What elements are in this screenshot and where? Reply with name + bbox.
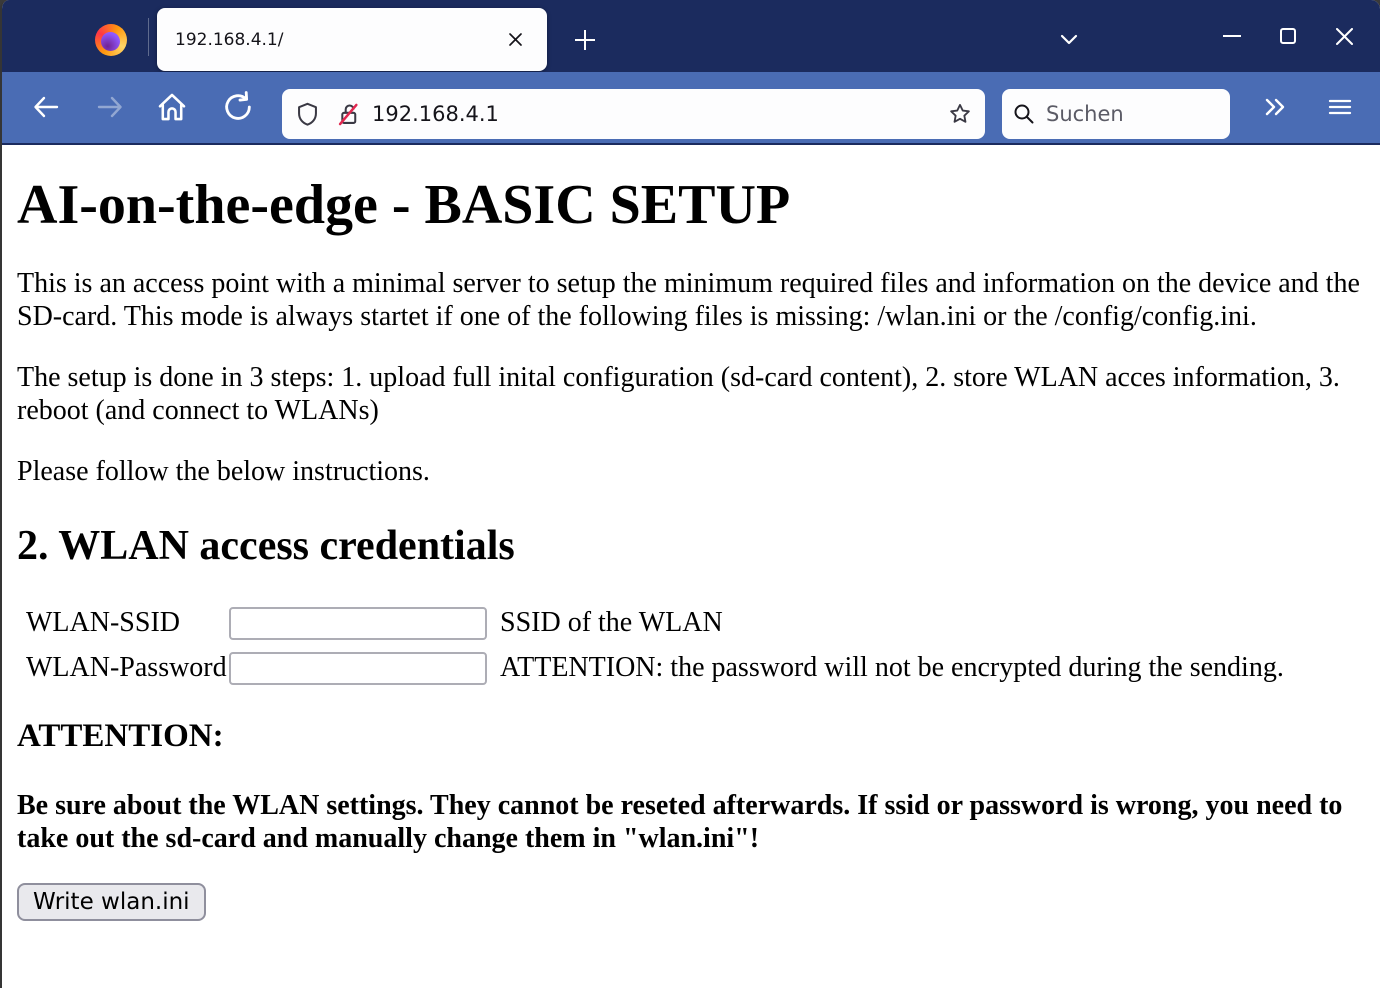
maximize-button[interactable] bbox=[1260, 12, 1316, 60]
bookmark-star-icon[interactable] bbox=[947, 101, 973, 127]
search-bar[interactable] bbox=[1002, 89, 1230, 139]
titlebar bbox=[2, 0, 1380, 72]
back-icon[interactable] bbox=[24, 85, 68, 129]
intro-paragraph: This is an access point with a minimal server to setup the minimum required files and information on the device and the SD-card. This mode is always startet if one of the following files is missing: /wlan.ini or the /config/config.ini. bbox=[17, 268, 1360, 333]
password-input[interactable] bbox=[229, 652, 487, 685]
insecure-lock-icon[interactable] bbox=[335, 101, 362, 128]
wlan-credentials-form bbox=[17, 607, 1365, 685]
menu-hamburger-icon[interactable] bbox=[1318, 85, 1362, 129]
browser-tab[interactable] bbox=[157, 8, 547, 71]
write-wlan-ini-button[interactable]: Write wlan.ini bbox=[17, 883, 206, 921]
navigation-toolbar bbox=[2, 72, 1380, 145]
attention-heading: ATTENTION: bbox=[17, 717, 224, 754]
password-label: WLAN-Password bbox=[26, 652, 227, 684]
tab-close-icon[interactable] bbox=[501, 26, 529, 54]
tab-separator bbox=[148, 18, 149, 56]
page-content bbox=[2, 147, 1380, 988]
steps-paragraph: The setup is done in 3 steps: 1. upload full inital configuration (sd-card content), 2. store WLAN acces information, 3. reboot (and connect to WLANs) bbox=[17, 362, 1340, 427]
ssid-description: SSID of the WLAN bbox=[500, 607, 723, 639]
window-controls bbox=[1204, 12, 1372, 60]
tab-title: 192.168.4.1/ bbox=[175, 29, 284, 50]
new-tab-button[interactable] bbox=[567, 22, 603, 58]
firefox-logo-icon bbox=[95, 24, 127, 56]
close-button[interactable] bbox=[1316, 12, 1372, 60]
tracking-shield-icon[interactable] bbox=[294, 101, 321, 128]
instructions-paragraph: Please follow the below instructions. bbox=[17, 456, 430, 488]
search-icon bbox=[1012, 102, 1036, 126]
ssid-input[interactable] bbox=[229, 607, 487, 640]
list-tabs-chevron-icon[interactable] bbox=[1051, 22, 1087, 58]
ssid-label: WLAN-SSID bbox=[26, 607, 180, 639]
overflow-chevrons-icon[interactable] bbox=[1253, 85, 1297, 129]
page-title: AI-on-the-edge - BASIC SETUP bbox=[17, 174, 791, 236]
search-input[interactable] bbox=[1046, 102, 1206, 126]
password-description: ATTENTION: the password will not be encrypted during the sending. bbox=[500, 652, 1284, 684]
forward-icon[interactable] bbox=[88, 85, 132, 129]
url-text[interactable]: 192.168.4.1 bbox=[372, 102, 499, 126]
reload-icon[interactable] bbox=[216, 85, 260, 129]
home-icon[interactable] bbox=[150, 85, 194, 129]
section-heading-wlan-credentials: 2. WLAN access credentials bbox=[17, 523, 515, 570]
minimize-button[interactable] bbox=[1204, 12, 1260, 60]
warning-paragraph: Be sure about the WLAN settings. They cannot be reseted afterwards. If ssid or password is wrong, you need to take out the sd-card and manually change them in "wlan.ini"! bbox=[17, 789, 1343, 854]
url-bar[interactable] bbox=[282, 89, 985, 139]
